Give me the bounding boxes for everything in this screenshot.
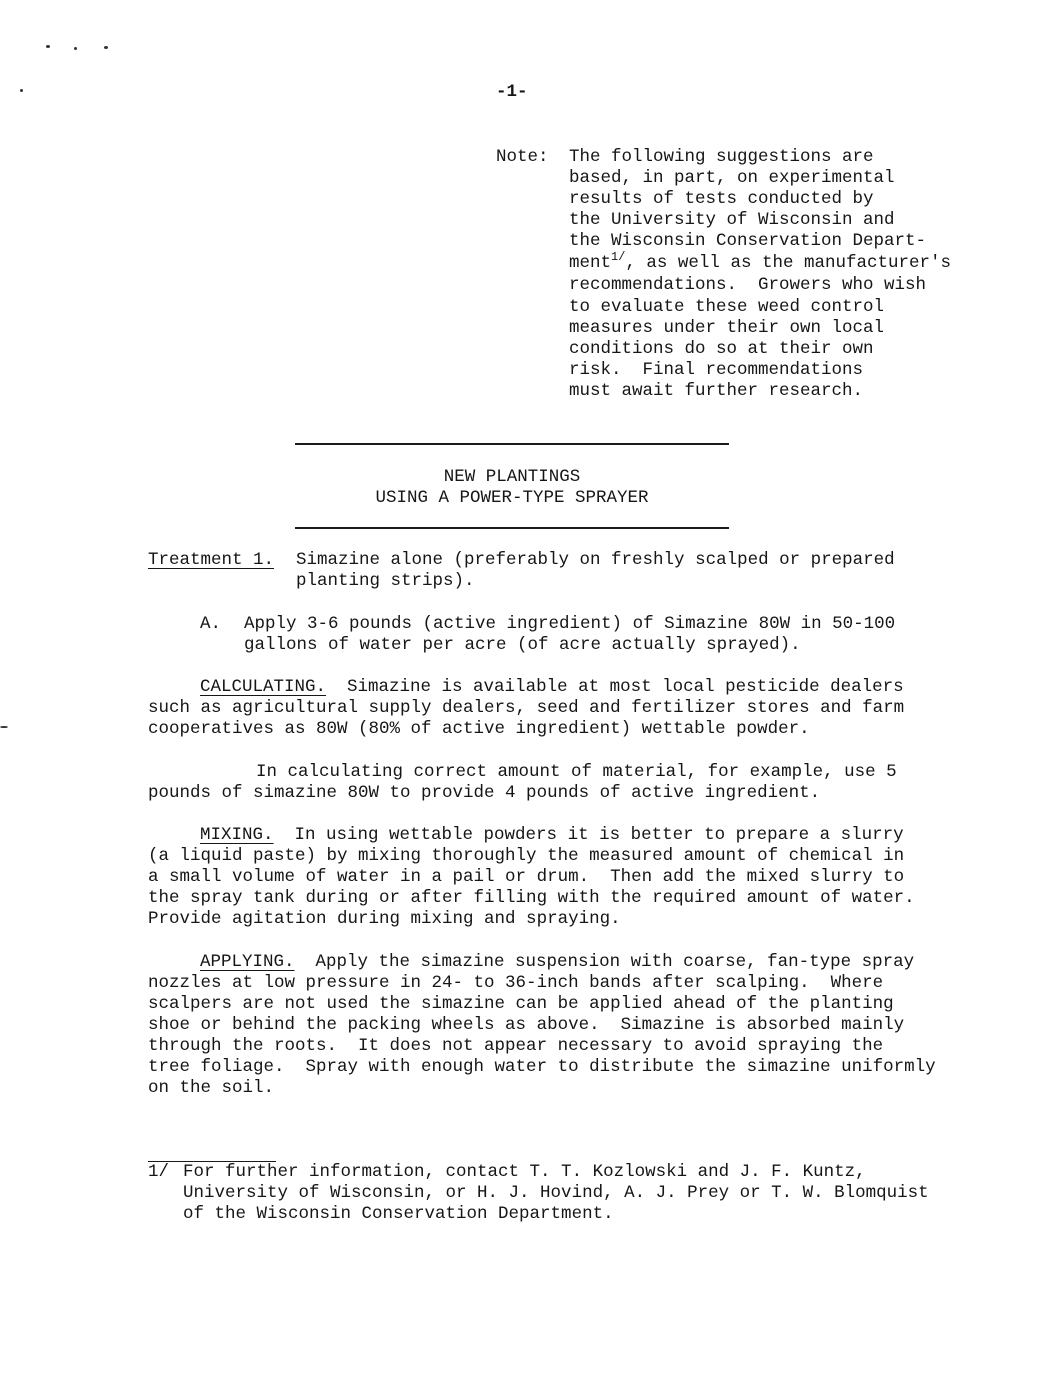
scan-speck (20, 89, 23, 92)
note-line: recommendations. Growers who wish (569, 275, 927, 295)
note-line-start: ment (569, 253, 612, 273)
applying-first-line: Apply the simazine suspension with coarse, fan-type spray (294, 952, 915, 972)
mixing-title: MIXING. (200, 825, 274, 845)
treatment-line: planting strips). (296, 571, 475, 591)
example-line: In calculating correct amount of material, for example, use 5 (256, 762, 897, 782)
item-a-line: Apply 3-6 pounds (active ingredient) of Simazine 80W in 50-100 (244, 614, 896, 634)
applying-line: nozzles at low pressure in 24- to 36-inch bands after scalping. Where (148, 973, 884, 993)
mixing-line: Provide agitation during mixing and spraying. (148, 909, 621, 929)
note-line-end: , as well as the manufacturer's (625, 253, 951, 273)
applying-line: on the soil. (148, 1078, 275, 1098)
mixing-first-line: In using wettable powders it is better to prepare a slurry (273, 825, 904, 845)
note-line: the University of Wisconsin and (569, 210, 895, 230)
scan-speck (104, 46, 108, 49)
note-line: conditions do so at their own (569, 339, 874, 359)
note-line: risk. Final recommendations (569, 360, 864, 380)
scan-speck (0, 726, 8, 728)
applying-line: scalpers are not used the simazine can be applied ahead of the planting (148, 994, 894, 1014)
calculating-title: CALCULATING. (200, 677, 327, 697)
footnote-mark: 1/ (148, 1162, 170, 1182)
applying-line: through the roots. It does not appear necessary to avoid spraying the (148, 1036, 884, 1056)
applying-line: shoe or behind the packing wheels as above. Simazine is absorbed mainly (148, 1015, 905, 1035)
note-line: results of tests conducted by (569, 189, 874, 209)
note-line (569, 250, 951, 274)
scan-speck (74, 47, 77, 50)
note-line: based, in part, on experimental (569, 168, 895, 188)
calculating-line: cooperatives as 80W (80% of active ingredient) wettable powder. (148, 719, 810, 739)
mixing-line (200, 825, 904, 846)
mixing-line: (a liquid paste) by mixing thoroughly the measured amount of chemical in (148, 846, 905, 866)
mixing-line: a small volume of water in a pail or drum. Then add the mixed slurry to (148, 867, 905, 887)
applying-title: APPLYING. (200, 952, 295, 972)
page-number: -1- (496, 82, 528, 102)
scan-speck (46, 45, 50, 48)
note-line: the Wisconsin Conservation Depart- (569, 231, 927, 251)
item-a-line: gallons of water per acre (of acre actually sprayed). (244, 635, 801, 655)
applying-line: tree foliage. Spray with enough water to distribute the simazine uniformly (148, 1057, 936, 1077)
note-line: measures under their own local (569, 318, 885, 338)
footnote-line: of the Wisconsin Conservation Department. (183, 1204, 614, 1224)
treatment-label: Treatment 1. (148, 550, 275, 570)
footnote-line: University of Wisconsin, or H. J. Hovind, A. J. Prey or T. W. Blomquist (183, 1183, 929, 1203)
calculating-first-line: Simazine is available at most local pesticide dealers (326, 677, 904, 697)
heading-line-1: NEW PLANTINGS (443, 467, 581, 487)
note-footnote-mark: 1/ (611, 250, 626, 265)
note-label: Note: (496, 147, 549, 167)
calculating-line (200, 677, 904, 698)
calculating-line: such as agricultural supply dealers, seed and fertilizer stores and farm (148, 698, 905, 718)
note-line: must await further research. (569, 381, 864, 401)
applying-line (200, 952, 914, 973)
note-line: to evaluate these weed control (569, 297, 885, 317)
mixing-line: the spray tank during or after filling with the required amount of water. (148, 888, 915, 908)
example-line: pounds of simazine 80W to provide 4 pounds of active ingredient. (148, 783, 821, 803)
note-line: The following suggestions are (569, 147, 874, 167)
heading-rule-bottom (295, 527, 729, 529)
footnote-line: For further information, contact T. T. Kozlowski and J. F. Kuntz, (183, 1162, 866, 1182)
item-a-label: A. (200, 614, 222, 634)
heading-line-2: USING A POWER-TYPE SPRAYER (375, 488, 649, 508)
treatment-line: Simazine alone (preferably on freshly scalped or prepared (296, 550, 895, 570)
heading-rule-top (295, 443, 729, 445)
